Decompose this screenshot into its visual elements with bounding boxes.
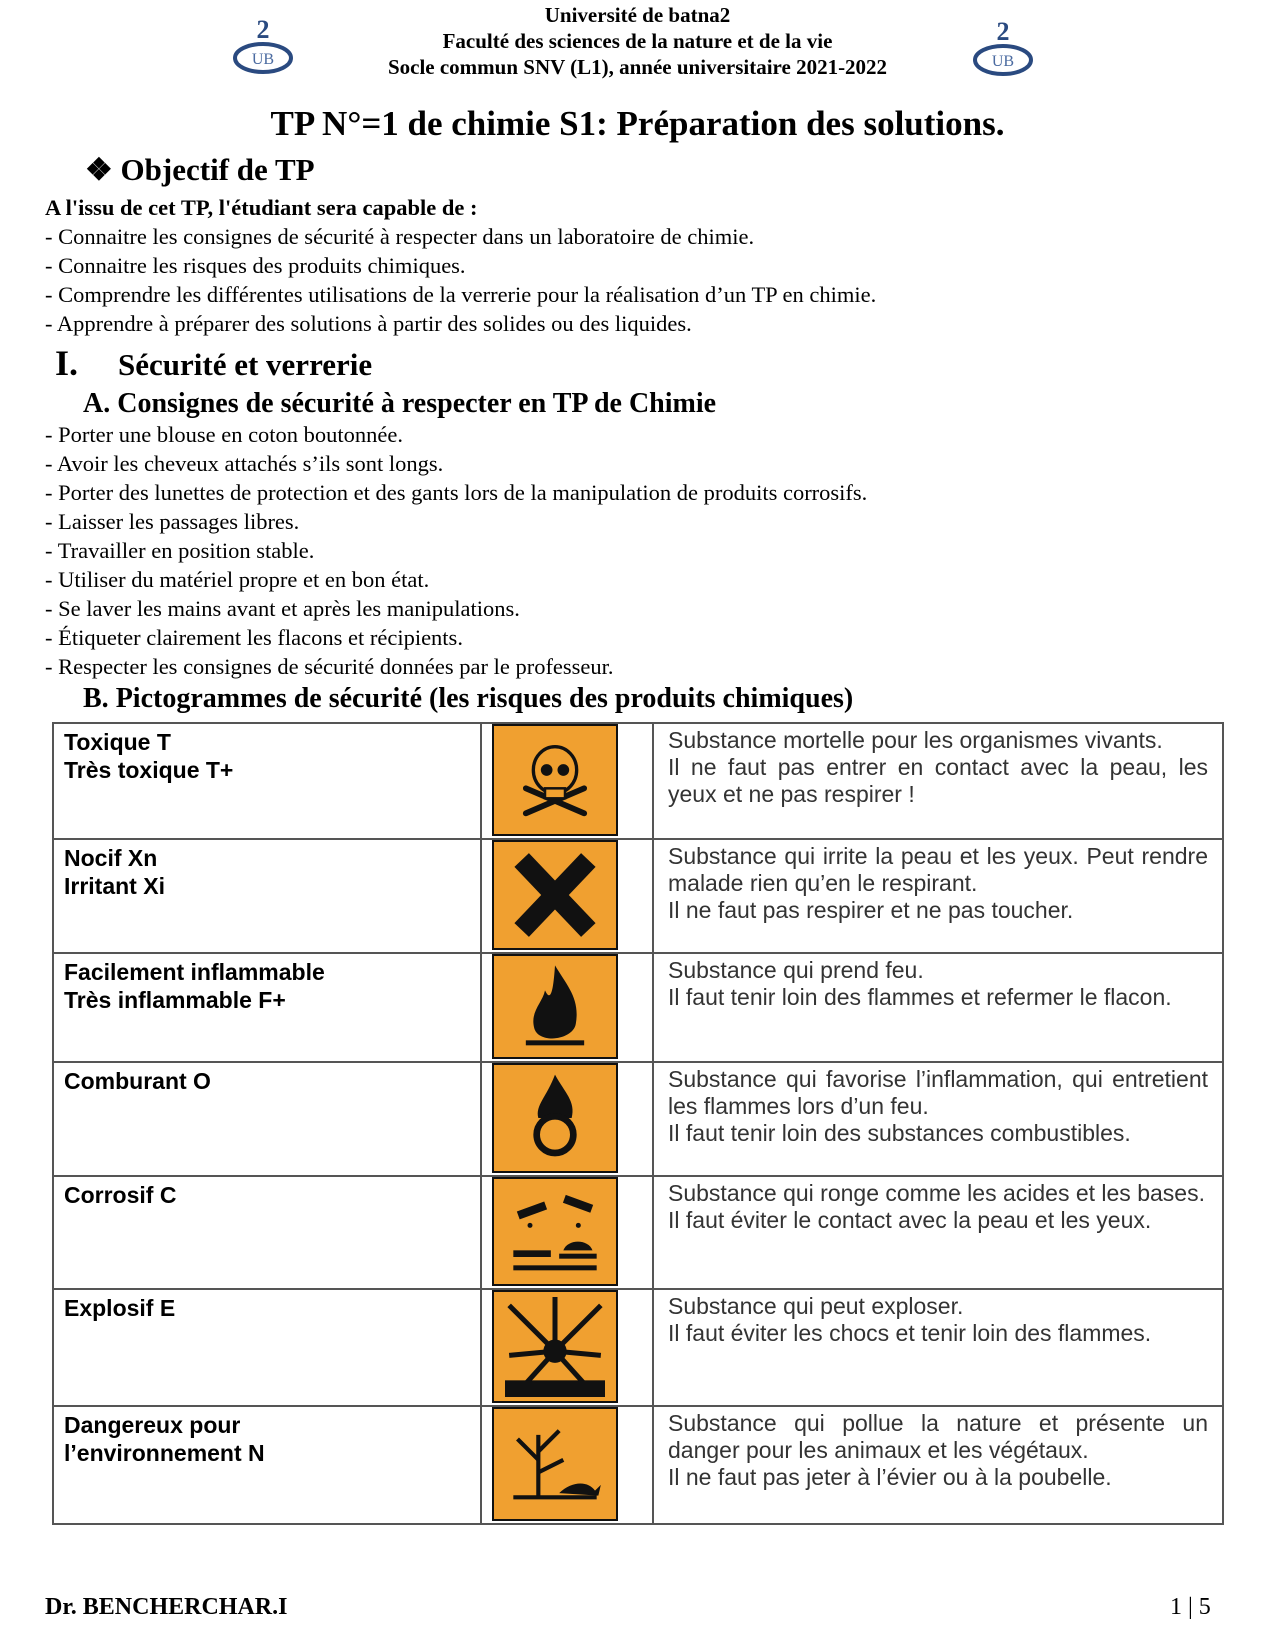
section-title: Sécurité et verrerie (118, 347, 373, 382)
pictogram-row (53, 1062, 1223, 1176)
hazard-name: l’environnement N (64, 1440, 265, 1466)
pictogram-row (53, 953, 1223, 1062)
hazard-description-cell (653, 723, 1223, 839)
hazard-name: Très inflammable F+ (64, 987, 286, 1013)
pictogram-row (53, 1406, 1223, 1524)
hazard-precaution: Il faut tenir loin des substances combustibles. (668, 1120, 1131, 1146)
hazard-name: Toxique T (64, 729, 171, 755)
hazard-precaution: Il faut éviter les chocs et tenir loin des flammes. (668, 1320, 1152, 1346)
footer-author: Dr. BENCHERCHAR.I (45, 1594, 288, 1620)
section-number: B. (83, 683, 109, 714)
hazard-description-cell (653, 1406, 1223, 1524)
hazard-name: Irritant Xi (64, 873, 165, 899)
consigne-item: - Avoir les cheveux attachés s’ils sont longs. (45, 451, 444, 476)
hazard-description: Substance mortelle pour les organismes vivants. (668, 727, 1163, 753)
svg-text:UB: UB (251, 51, 275, 68)
hazard-description-cell (653, 953, 1223, 1062)
hazard-name: Très toxique T+ (64, 757, 234, 783)
pictogram-cell (481, 1176, 653, 1289)
hazard-name: Nocif Xn (64, 845, 158, 871)
page-number: 1 | 5 (1170, 1594, 1211, 1620)
header-university: Université de batna2 (544, 3, 731, 27)
explosion-icon (492, 1290, 618, 1403)
hazard-name-cell (53, 1406, 481, 1524)
section-a-heading (83, 388, 716, 420)
hazard-description: Substance qui favorise l’inflammation, qui entretient les flammes lors d’un feu. (668, 1066, 1208, 1119)
dead-tree-fish-icon (492, 1407, 618, 1521)
hazard-description: Substance qui irrite la peau et les yeux. Peut rendre malade rien qu’en le respirant. (668, 843, 1208, 896)
hazard-name-cell (53, 1062, 481, 1176)
header-year: Socle commun SNV (L1), année universitaire 2021-2022 (387, 55, 888, 79)
hazard-name-cell (53, 839, 481, 953)
pictogram-cell (481, 953, 653, 1062)
objectif-item: - Apprendre à préparer des solutions à partir des solides ou des liquides. (45, 311, 692, 336)
cross-x-icon (492, 840, 618, 950)
section-title: Consignes de sécurité à respecter en TP de Chimie (117, 388, 717, 419)
section-1-heading (55, 342, 372, 384)
hazard-precaution: Il faut tenir loin des flammes et refermer le flacon. (668, 984, 1172, 1010)
hazard-name-cell (53, 953, 481, 1062)
pictogram-cell (481, 839, 653, 953)
pictogram-cell (481, 1062, 653, 1176)
hazard-name: Explosif E (64, 1295, 176, 1321)
pictogram-row (53, 1176, 1223, 1289)
corrosion-icon (492, 1177, 618, 1286)
objectif-item: - Connaitre les consignes de sécurité à respecter dans un laboratoire de chimie. (45, 224, 755, 249)
objectif-heading (85, 152, 315, 188)
consigne-item: - Laisser les passages libres. (45, 509, 300, 534)
hazard-description: Substance qui ronge comme les acides et les bases. (668, 1180, 1205, 1206)
pictogram-row (53, 723, 1223, 839)
consigne-item: - Utiliser du matériel propre et en bon état. (45, 567, 430, 592)
consigne-item: - Porter des lunettes de protection et des gants lors de la manipulation de produits corrosifs. (45, 480, 868, 505)
skull-crossbones-icon (492, 724, 618, 836)
consigne-item: - Porter une blouse en coton boutonnée. (45, 422, 404, 447)
svg-text:UB: UB (991, 53, 1015, 70)
header-faculty: Faculté des sciences de la nature et de la vie (442, 29, 833, 53)
hazard-description: Substance qui prend feu. (668, 957, 924, 983)
flame-icon (492, 954, 618, 1059)
section-number: I. (55, 343, 79, 383)
consigne-item: - Étiqueter clairement les flacons et récipients. (45, 625, 463, 650)
pictogram-cell (481, 723, 653, 839)
objectif-title: Objectif de TP (120, 152, 315, 187)
hazard-name: Corrosif C (64, 1182, 177, 1208)
hazard-description-cell (653, 1176, 1223, 1289)
consigne-item: - Respecter les consignes de sécurité données par le professeur. (45, 654, 614, 679)
page-title: TP N°=1 de chimie S1: Préparation des solutions. (270, 104, 1005, 143)
hazard-description-cell (653, 839, 1223, 953)
section-title: Pictogrammes de sécurité (les risques des produits chimiques) (115, 683, 854, 714)
pictogram-cell (481, 1289, 653, 1406)
hazard-description-cell (653, 1289, 1223, 1406)
hazard-precaution: Il faut éviter le contact avec la peau et les yeux. (668, 1207, 1152, 1233)
section-number: A. (83, 388, 111, 419)
svg-text:2: 2 (996, 17, 1010, 46)
objectif-item: - Connaitre les risques des produits chimiques. (45, 253, 466, 278)
objectif-item: - Comprendre les différentes utilisations de la verrerie pour la réalisation d’un TP en chimie. (45, 282, 877, 307)
hazard-precaution: Il ne faut pas jeter à l’évier ou à la poubelle. (668, 1464, 1112, 1490)
section-b-heading (83, 683, 853, 715)
hazard-precaution: Il ne faut pas entrer en contact avec la peau, les yeux et ne pas respirer ! (668, 754, 1208, 807)
hazard-name-cell (53, 723, 481, 839)
pictogram-row (53, 839, 1223, 953)
hazard-name: Facilement inflammable (64, 959, 325, 985)
hazard-precaution: Il ne faut pas respirer et ne pas toucher. (668, 897, 1074, 923)
hazard-name: Dangereux pour (64, 1412, 241, 1438)
hazard-description: Substance qui pollue la nature et présente un danger pour les animaux et les végétaux. (668, 1410, 1208, 1463)
consigne-item: - Travailler en position stable. (45, 538, 315, 563)
flame-over-circle-icon (492, 1063, 618, 1173)
hazard-description-cell (653, 1062, 1223, 1176)
diamond-bullet-icon: ❖ (85, 152, 113, 187)
svg-text:2: 2 (256, 15, 270, 44)
hazard-name: Comburant O (64, 1068, 211, 1094)
pictogram-cell (481, 1406, 653, 1524)
consigne-item: - Se laver les mains avant et après les manipulations. (45, 596, 520, 621)
hazard-description: Substance qui peut exploser. (668, 1293, 964, 1319)
pictogram-table (52, 722, 1224, 1525)
hazard-name-cell (53, 1176, 481, 1289)
pictogram-row (53, 1289, 1223, 1406)
hazard-name-cell (53, 1289, 481, 1406)
objectif-intro: A l'issu de cet TP, l'étudiant sera capable de : (45, 195, 478, 220)
